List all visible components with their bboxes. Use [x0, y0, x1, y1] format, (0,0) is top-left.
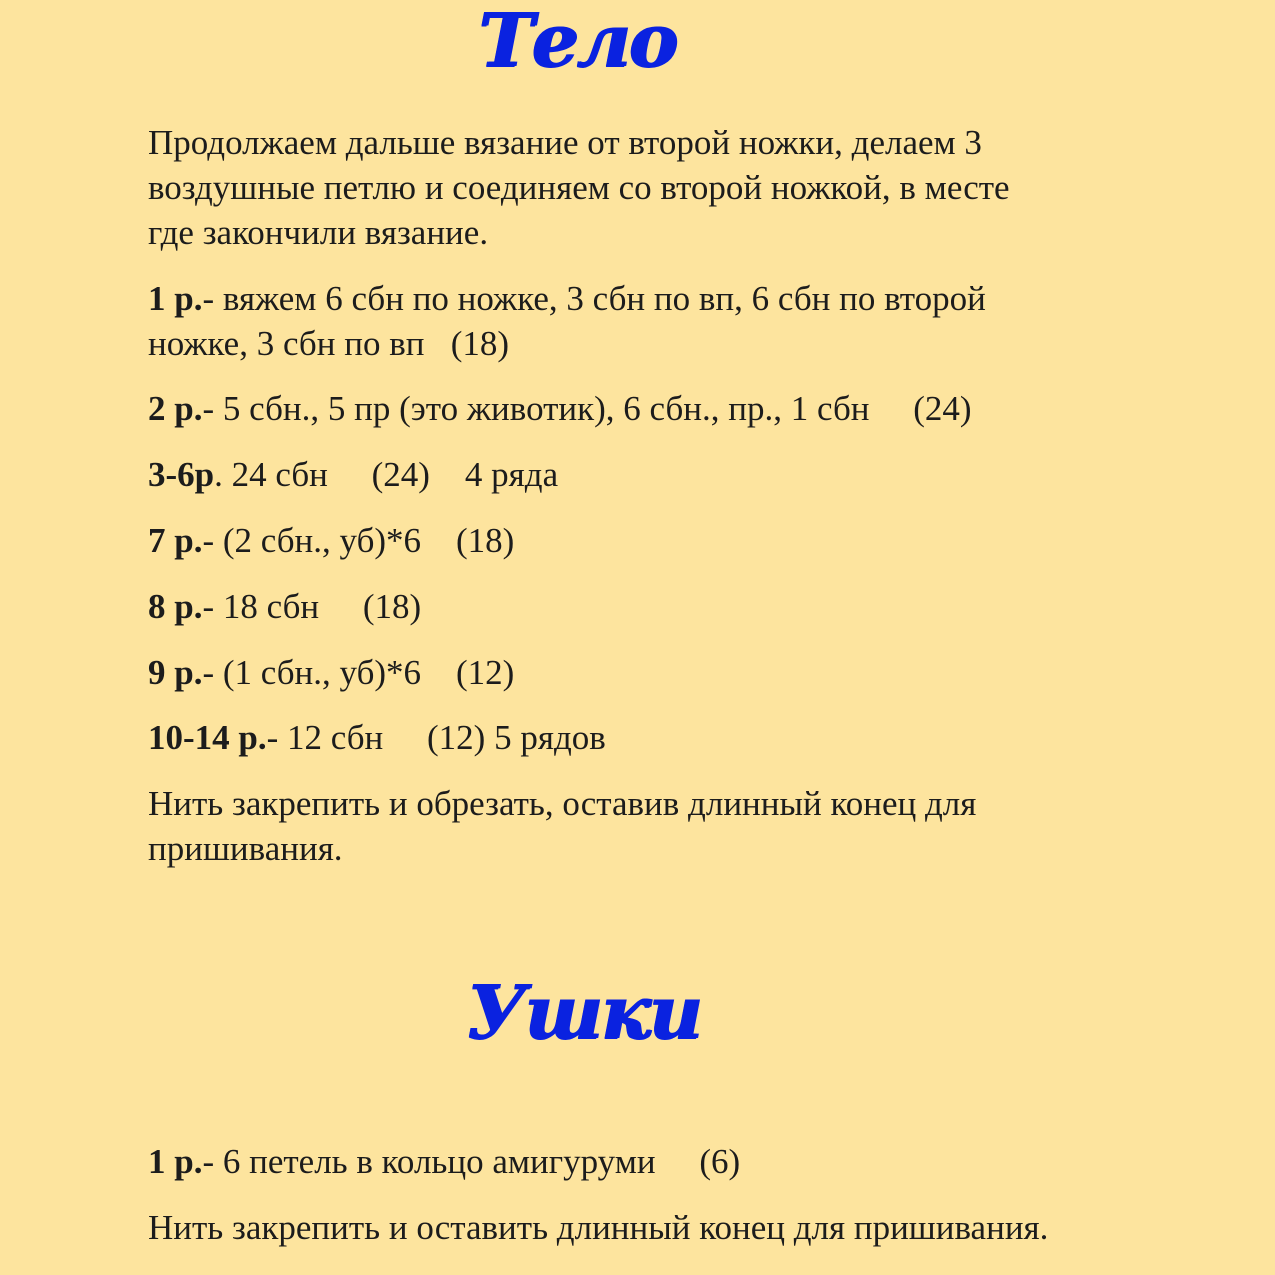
row-label: 1 р.	[148, 279, 203, 318]
body-outro-line-1: Нить закрепить и обрезать, оставив длинный конец для	[148, 784, 977, 823]
ears-row-1	[148, 1139, 1148, 1184]
body-row-1	[148, 276, 1148, 366]
ears-outro-line-1: Нить закрепить и оставить длинный конец для пришивания.	[148, 1208, 1049, 1247]
body-outro-line-2: пришивания.	[148, 829, 343, 868]
row-label: 3-6р	[148, 455, 215, 494]
section-title-body: Тело	[478, 0, 676, 84]
body-row-5	[148, 584, 1148, 629]
row-label: 9 р.	[148, 653, 203, 692]
row-text: - вяжем 6 сбн по ножке, 3 сбн по вп, 6 сбн по второй	[202, 279, 986, 318]
row-text: . 24 сбн (24) 4 ряда	[214, 455, 559, 494]
row-text: - 12 сбн (12) 5 рядов	[266, 718, 606, 757]
row-text: ножке, 3 сбн по вп (18)	[148, 324, 510, 363]
body-row-4	[148, 518, 1148, 563]
row-label: 10-14 р.	[148, 718, 267, 757]
body-row-3	[148, 452, 1148, 497]
body-row-2	[148, 386, 1148, 431]
row-text: - (1 сбн., уб)*6 (12)	[202, 653, 515, 692]
section-title-ears: Ушки	[466, 970, 701, 1056]
ears-outro	[148, 1205, 1148, 1250]
row-text: - 5 сбн., 5 пр (это животик), 6 сбн., пр., 1 сбн (24)	[202, 389, 972, 428]
row-text: - 6 петель в кольцо амигуруми (6)	[202, 1142, 741, 1181]
body-intro-line-3: где закончили вязание.	[148, 213, 489, 252]
body-intro-line-2: воздушные петлю и соединяем со второй ножкой, в месте	[148, 168, 1010, 207]
body-intro-line-1: Продолжаем дальше вязание от второй ножки, делаем 3	[148, 123, 982, 162]
row-text: - 18 сбн (18)	[202, 587, 422, 626]
body-intro	[148, 120, 1148, 255]
row-label: 8 р.	[148, 587, 203, 626]
body-row-7	[148, 715, 1148, 760]
body-outro	[148, 781, 1148, 871]
row-label: 2 р.	[148, 389, 203, 428]
row-text: - (2 сбн., уб)*6 (18)	[202, 521, 515, 560]
row-label: 1 р.	[148, 1142, 203, 1181]
body-row-6	[148, 650, 1148, 695]
row-label: 7 р.	[148, 521, 203, 560]
